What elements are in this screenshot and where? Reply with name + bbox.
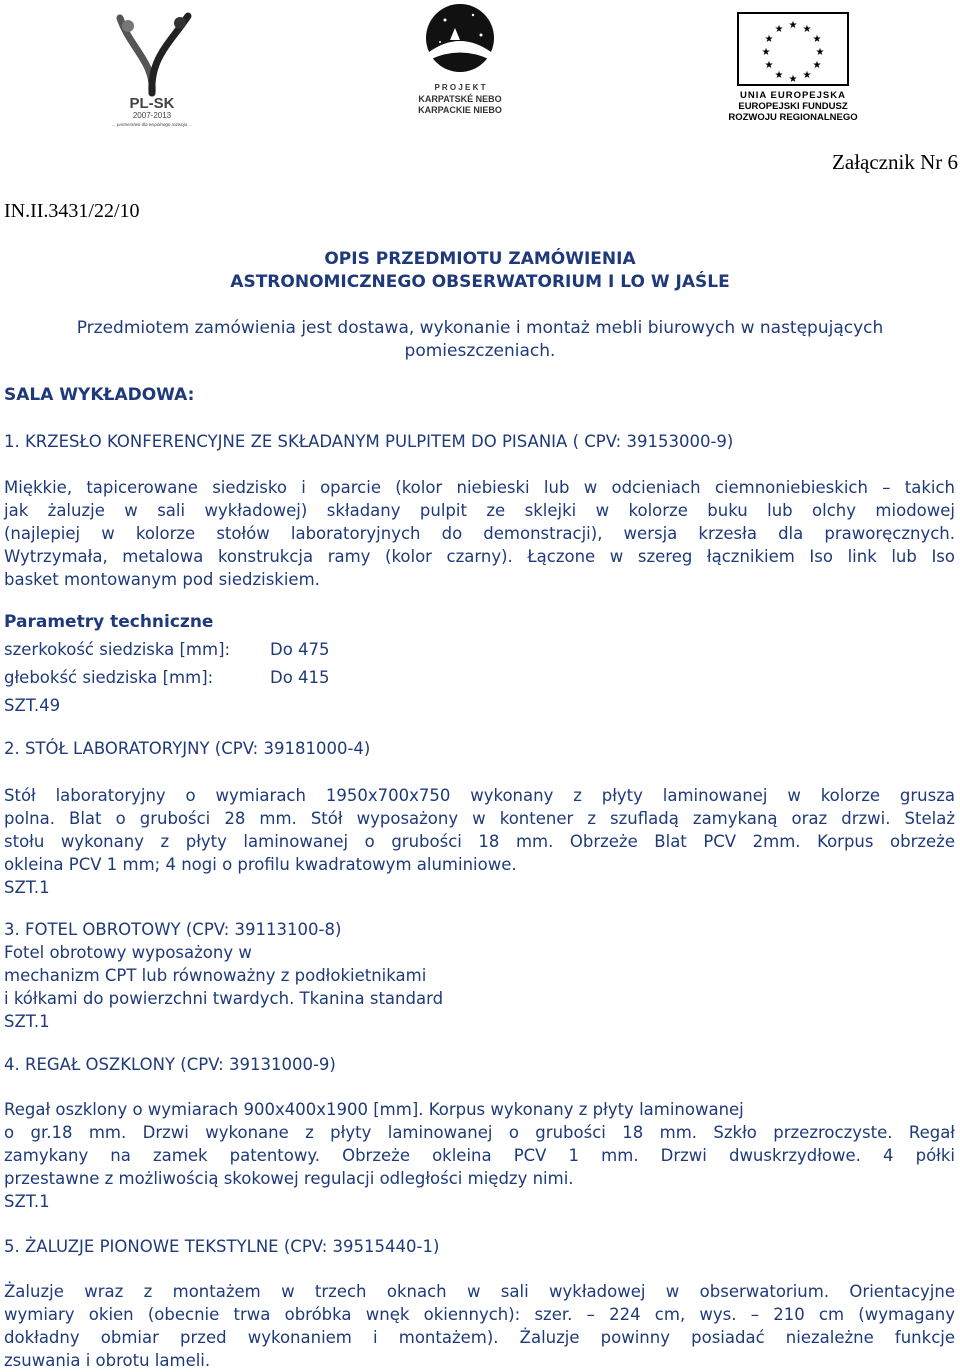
item-1-param-2-label: głebokść siedziska [mm]: [4, 668, 214, 687]
intro-line2: pomieszczeniach. [404, 341, 556, 361]
eu-logo-line1: UNIA EUROPEJSKA [740, 90, 846, 101]
svg-text:★: ★ [802, 70, 812, 81]
item-5-desc-line3: dokładny obmiar przed wykonaniem i montażem). Żaluzje powinny posiadać niezależne funkcje [4, 1328, 955, 1347]
pl-sk-logo [100, 8, 205, 128]
item-3-heading: 3. FOTEL OBROTOWY (CPV: 39113100-8) [4, 920, 342, 939]
item-1-param-2-value: Do 415 [270, 668, 330, 687]
item-1-desc-line5: basket montowanym pod siedziskiem. [4, 570, 320, 589]
item-5-heading: 5. ŻALUZJE PIONOWE TEKSTYLNE (CPV: 39515440-1) [4, 1237, 440, 1256]
svg-text:★: ★ [812, 34, 822, 45]
karpackie-niebo-logo [415, 0, 515, 125]
item-1-heading: 1. KRZESŁO KONFERENCYJNE ZE SKŁADANYM PULPITEM DO PISANIA ( CPV: 39153000-9) [4, 432, 734, 451]
eu-logo-text [726, 90, 860, 123]
item-4-quantity: SZT.1 [4, 1192, 50, 1211]
item-5-desc-line4: zsuwania i obrotu lameli. [4, 1351, 211, 1370]
svg-text:KARPATSKÉ NEBO: KARPATSKÉ NEBO [418, 94, 502, 104]
item-2-heading: 2. STÓŁ LABORATORYJNY (CPV: 39181000-4) [4, 739, 371, 758]
item-5-desc-line1: Żaluzje wraz z montażem w trzech oknach w sali wykładowej w obserwatorium. Orientacyjne [4, 1282, 955, 1301]
svg-text:KARPACKIE NIEBO: KARPACKIE NIEBO [418, 105, 502, 115]
item-2-desc-line3: stołu wykonany z płyty laminowanej o grubości 18 mm. Obrzeże Blat PCV 2mm. Korpus obrzeże [4, 832, 955, 851]
item-1-desc-line3: (najlepiej w kolorze stołów laboratoryjnych do demonstracji), wersja krzesła dla praworęcznych. [4, 524, 955, 543]
item-1-desc-line2: jak żaluzje w sali wykładowej) składany pulpit ze sklejki w kolorze buku lub olchy miodowej [4, 501, 955, 520]
svg-text:★: ★ [788, 20, 798, 31]
svg-text:PL-SK: PL-SK [129, 95, 175, 112]
svg-text:P R O J E K T: P R O J E K T [434, 83, 486, 92]
intro-line1: Przedmiotem zamówienia jest dostawa, wykonanie i montaż mebli biurowych w następujących [76, 318, 884, 338]
document-title-line2: ASTRONOMICZNEGO OBSERWATORIUM I LO W JAŚLE [230, 272, 730, 292]
item-3-desc-line2: mechanizm CPT lub równoważny z podłokietnikami [4, 966, 427, 985]
item-2-desc-line2: polna. Blat o grubości 28 mm. Stół wyposażony w kontener z szufladą zamykaną oraz drzwi. Stelaż [4, 809, 955, 828]
eu-logo-line2: EUROPEJSKI FUNDUSZ [738, 101, 848, 112]
svg-text:★: ★ [815, 47, 825, 58]
item-4-desc-line1: Regał oszklony o wymiarach 900x400x1900 [mm]. Korpus wykonany z płyty laminowanej [4, 1100, 744, 1119]
item-1-quantity: SZT.49 [4, 696, 61, 715]
item-3-quantity: SZT.1 [4, 1012, 50, 1031]
item-3-desc-line3: i kółkami do powierzchni twardych. Tkanina standard [4, 989, 444, 1008]
svg-text:★: ★ [802, 24, 812, 35]
svg-text:★: ★ [761, 47, 771, 58]
item-1-desc-line4: Wytrzymała, metalowa konstrukcja ramy (kolor czarny). Łączone w szereg łącznikiem Iso link lub Iso [4, 547, 955, 566]
item-5-desc-line2: wymiary okien (obecnie trwa obróbka wnęk okiennych): szer. – 224 cm, wys. – 210 cm (wymagany [4, 1305, 955, 1324]
item-4-heading: 4. REGAŁ OSZKLONY (CPV: 39131000-9) [4, 1055, 336, 1074]
section-title: SALA WYKŁADOWA: [4, 385, 195, 405]
item-2-desc-line1: Stół laboratoryjny o wymiarach 1950x700x750 wykonany z płyty laminowanej w kolorze grusza [4, 786, 955, 805]
svg-text:... partnerstwo dla wspólnego: ... partnerstwo dla wspólnego rozwoju ... [111, 122, 193, 127]
svg-text:★: ★ [788, 74, 798, 85]
item-4-desc-line2: o gr.18 mm. Drzwi wykonane z płyty laminowanej o grubości 18 mm. Szkło przezroczyste. Regał [4, 1123, 955, 1142]
item-1-param-1-label: szerkokość siedziska [mm]: [4, 640, 231, 659]
eu-logo-line3: ROZWOJU REGIONALNEGO [728, 112, 858, 123]
item-1-desc-line1: Miękkie, tapicerowane siedzisko i oparcie (kolor niebieski lub w odcieniach ciemnoniebieskich – takich [4, 478, 955, 497]
reference-number: IN.II.3431/22/10 [4, 200, 140, 222]
item-1-param-1-value: Do 475 [270, 640, 330, 659]
annex-label: Załącznik Nr 6 [832, 150, 958, 174]
item-4-desc-line3: zamykany na zamek patentowy. Obrzeże okleina PCV 1 mm. Drzwi dwuskrzydłowe. 4 półki [4, 1146, 955, 1165]
svg-text:★: ★ [812, 60, 822, 71]
svg-text:★: ★ [774, 24, 784, 35]
item-4-desc-line4: przestawne z możliwością skokowej regulacji odległości między nimi. [4, 1169, 574, 1188]
svg-text:2007-2013: 2007-2013 [132, 111, 172, 120]
svg-text:★: ★ [774, 70, 784, 81]
item-2-quantity: SZT.1 [4, 878, 50, 897]
item-2-desc-line4: okleina PCV 1 mm; 4 nogi o profilu kwadratowym aluminiowe. [4, 855, 517, 874]
svg-text:★: ★ [764, 34, 774, 45]
svg-text:★: ★ [764, 60, 774, 71]
item-1-params-title: Parametry techniczne [4, 612, 214, 632]
item-3-desc-line1: Fotel obrotowy wyposażony w [4, 943, 252, 962]
document-title-line1: OPIS PRZEDMIOTU ZAMÓWIENIA [324, 249, 636, 269]
